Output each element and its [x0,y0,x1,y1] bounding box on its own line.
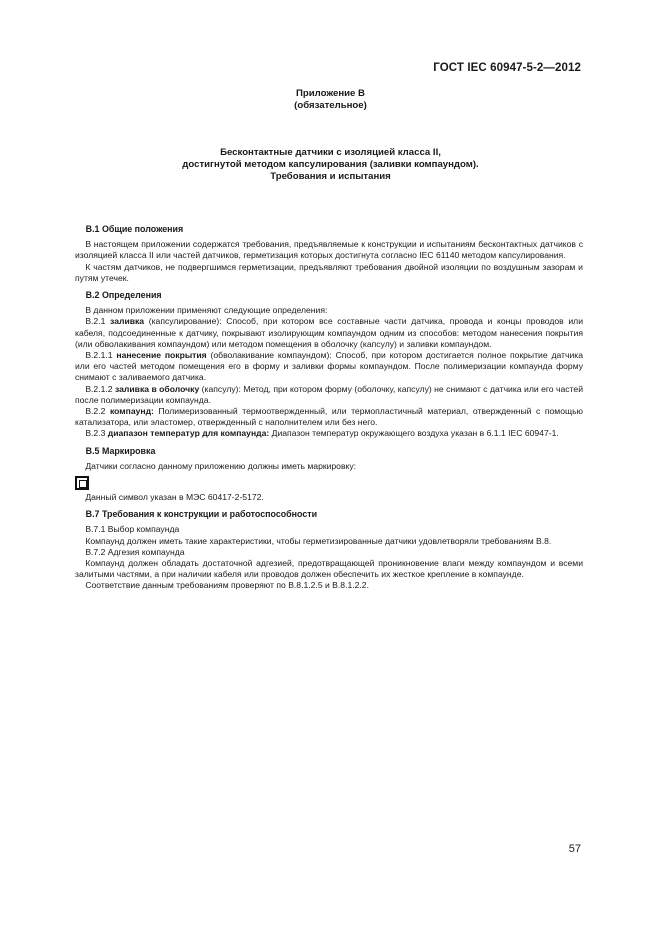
annex-title: Приложение В [296,88,365,99]
section-b2-heading: В.2 Определения [85,290,162,301]
definition-term: диапазон температур для компаунда: [107,428,270,439]
definition-text: (капсулу): Метод, при котором форму (оболочку, капсулу) не снимают с датчика или его частей после полимеризации компаунда. [75,383,583,405]
section-b2-intro: В данном приложении применяют следующие определения: [85,305,328,316]
section-b1-paragraph-2: К частям датчиков, не подвергшимся герметизации, предъявляют требования двойной изоляции по воздушным зазорам и путям утечек. [75,261,583,283]
section-b1-paragraph-1: В настоящем приложении содержатся требования, предъявляемые к конструкции и испытаниям бесконтактных датчиков с изоляцией класса II или частей датчиков, герметизация которых достигнута согласно IEC 61140 методом капсулирования. [75,239,583,261]
definition-number: В.2.1.1 [85,350,113,361]
section-b5-heading: В.5 Маркировка [85,445,156,456]
annex-heading [0,88,661,112]
section-b7-heading: В.7 Требования к конструкции и работоспособности [85,509,318,520]
annex-status: (обязательное) [294,100,367,111]
definition-b21 [75,316,583,350]
definition-text: Диапазон температур окружающего воздуха указан в 6.1.1 IEC 60947-1. [271,428,559,439]
section-b5-paragraph-2: Данный символ указан в МЭС 60417-2-5172. [85,492,264,503]
definition-number: В.2.1 [85,316,106,327]
definition-text: (капсулирование): Способ, при котором все составные части датчика, провода и концы проводов или кабеля, подсоединенные к датчику, покрывают изолирующим компаундом одним из способов: методом нанесения покрытия (или обволакивания компаундом) или методом помещения в оболочку (капсулу) и заливки компаундом. [75,316,584,349]
definition-number: В.2.2 [85,406,106,417]
subsection-b71-heading: В.7.1 Выбор компаунда [85,524,180,535]
definition-term: заливка [110,316,145,327]
standard-header: ГОСТ IEC 60947-5-2—2012 [433,62,581,74]
definition-b22 [75,406,583,428]
subsection-b71-text: Компаунд должен иметь такие характеристики, чтобы герметизированные датчики удовлетворяли требованиям В.8. [85,535,552,546]
definition-term: заливка в оболочку [114,383,200,394]
definition-number: В.2.3 [85,428,106,439]
definition-term: нанесение покрытия [116,350,207,361]
definition-text: (обволакивание компаундом): Способ, при котором достигается полное покрытие датчика или его частей методом помещения его в форму и заливки формы компаундом. После полимеризации компаунда форму снимают с заливаемого датчика. [75,350,583,383]
document-body [75,224,583,592]
section-b1-heading: В.1 Общие положения [85,224,184,234]
section-b5-paragraph-1: Датчики согласно данному приложению должны иметь маркировку: [85,460,357,471]
definition-term: компаунд: [109,406,154,417]
definition-text: Полимеризованный термоотвержденный, или термопластичный материал, отвержденный с помощью катализатора, или эластомер, отвержденный с наполнителем или без него. [75,406,583,428]
title-line-2: достигнутой методом капсулирования (заливки компаундом). [182,159,479,170]
definition-b23 [75,428,583,439]
double-insulation-square-icon [75,476,89,490]
title-line-1: Бесконтактные датчики с изоляцией класса II, [220,147,441,158]
definition-b212 [75,384,583,406]
definition-number: В.2.1.2 [85,383,113,394]
annex-main-title [0,147,661,183]
subsection-b72-heading: В.7.2 Адгезия компаунда [85,546,185,557]
page-number: 57 [568,843,581,855]
subsection-b72-text: Компаунд должен обладать достаточной адгезией, предотвращающей проникновение влаги между компаундом и всеми залитыми частями, а при наличии кабеля или проводов должен обеспечить их жесткое крепление в компаунде. [75,558,583,580]
definition-b211 [75,350,583,384]
compliance-check: Соответствие данным требованиям проверяют по В.8.1.2.5 и В.8.1.2.2. [85,580,369,591]
title-line-3: Требования и испытания [270,171,391,182]
